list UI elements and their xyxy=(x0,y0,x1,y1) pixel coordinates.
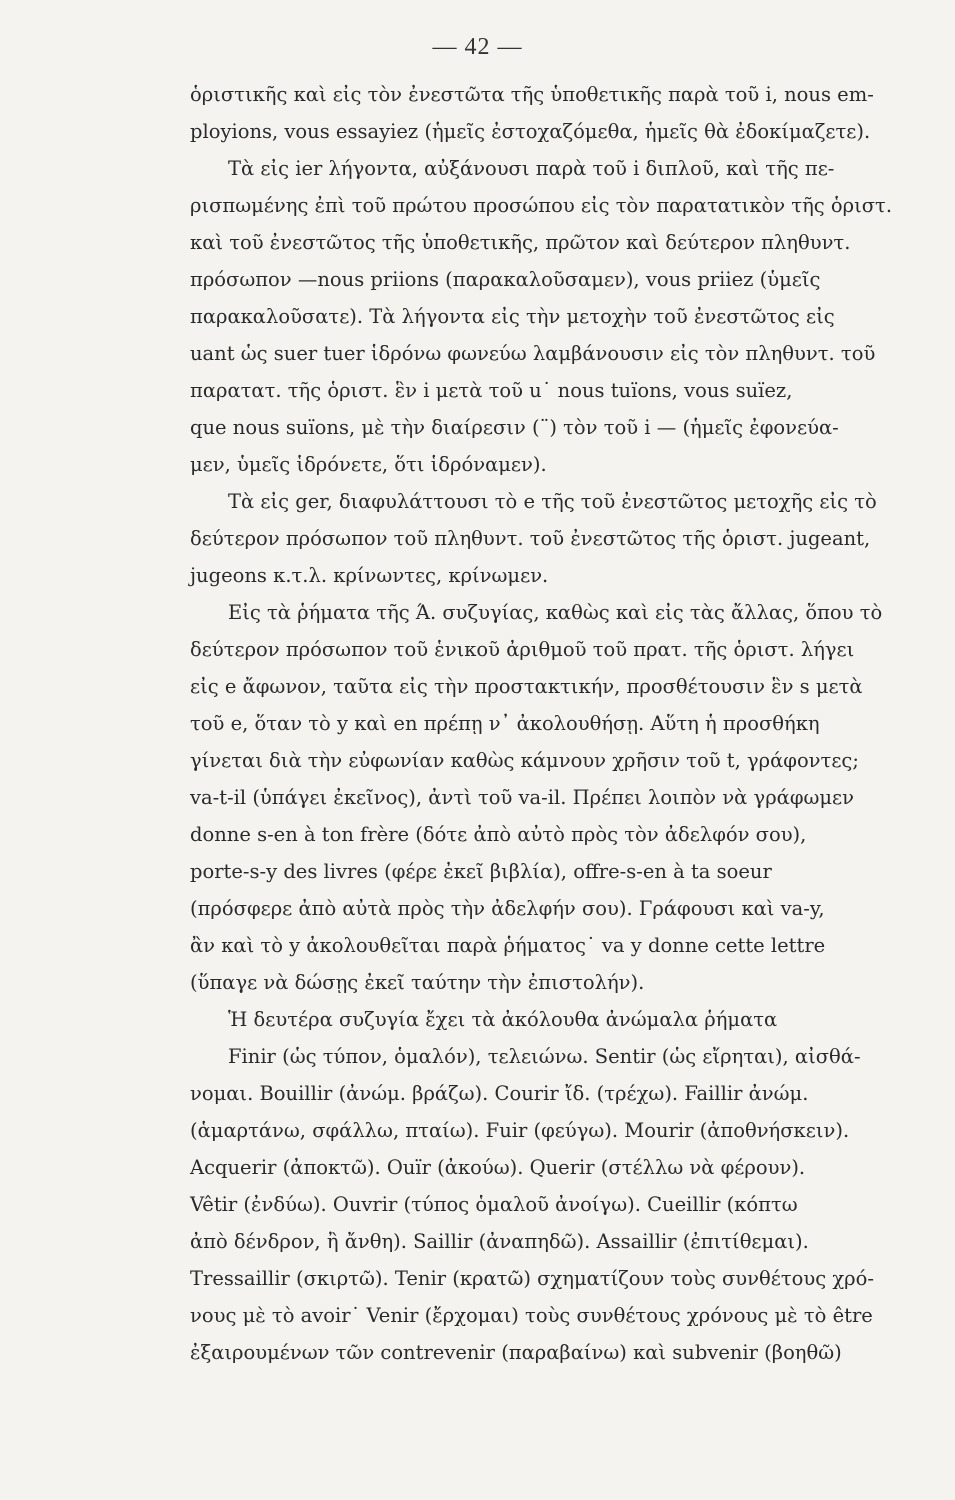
text-line: que nous suïons, μὲ τὴν διαίρεσιν (¨) τὸν τοῦ i — (ἡμεῖς ἐφονεύα- xyxy=(190,416,839,439)
text-line: νους μὲ τὸ avoir˙ Venir (ἔρχομαι) τοὺς συνθέτους χρόνους μὲ τὸ être xyxy=(190,1304,873,1327)
text-line: porte-s-y des livres (φέρε ἐκεῖ βιβλία), offre-s-en à ta soeur xyxy=(190,860,772,883)
paragraph-start-line: Ἡ δευτέρα συζυγία ἔχει τὰ ἀκόλουθα ἀνώμαλα ῥήματα xyxy=(228,1008,778,1031)
text-line: ἀπὸ δένδρον, ἢ ἄνθη). Saillir (ἀναπηδῶ). Assaillir (ἐπιτίθεμαι). xyxy=(190,1230,809,1253)
text-line: εἰς e ἄφωνον, ταῦτα εἰς τὴν προστακτικήν, προσθέτουσιν ἓν s μετὰ xyxy=(190,675,863,698)
paragraph-start-line: Τὰ εἰς ger, διαφυλάττουσι τὸ e τῆς τοῦ ἐνεστῶτος μετοχῆς εἰς τὸ xyxy=(228,490,877,513)
body-text xyxy=(190,76,930,1371)
text-line: δεύτερον πρόσωπον τοῦ πληθυντ. τοῦ ἐνεστῶτος τῆς ὁριστ. jugeant, xyxy=(190,527,871,550)
text-line: μεν, ὑμεῖς ἱδρόνετε, ὅτι ἱδρόναμεν). xyxy=(190,453,547,476)
paragraph-start-line: Finir (ὡς τύπον, ὁμαλόν), τελειώνω. Sentir (ὡς εἴρηται), αἰσθά- xyxy=(228,1045,861,1068)
text-line: ἐξαιρουμένων τῶν contrevenir (παραβαίνω) καὶ subvenir (βοηθῶ) xyxy=(190,1341,842,1364)
text-line: Tressaillir (σκιρτῶ). Tenir (κρατῶ) σχηματίζουν τοὺς συνθέτους χρό- xyxy=(190,1267,874,1290)
text-line: donne s-en à ton frère (δότε ἀπὸ αὐτὸ πρὸς τὸν ἀδελφόν σου), xyxy=(190,823,807,846)
text-line: ἂν καὶ τὸ y ἀκολουθεῖται παρὰ ῥήματος˙ va y donne cette lettre xyxy=(190,934,826,957)
text-line: ployions, vous essayiez (ἡμεῖς ἐστοχαζόμεθα, ἡμεῖς θὰ ἐδοκίμαζετε). xyxy=(190,120,871,143)
paragraph-start-line: Τὰ εἰς ier λήγοντα, αὐξάνουσι παρὰ τοῦ i διπλοῦ, καὶ τῆς πε- xyxy=(228,157,835,180)
text-line: πρόσωπον —nous priions (παρακαλοῦσαμεν), vous priiez (ὑμεῖς xyxy=(190,268,821,291)
text-line: καὶ τοῦ ἐνεστῶτος τῆς ὑποθετικῆς, πρῶτον καὶ δεύτερον πληθυντ. xyxy=(190,231,851,254)
text-line: νομαι. Bouillir (ἀνώμ. βράζω). Courir ἴδ. (τρέχω). Faillir ἀνώμ. xyxy=(190,1082,809,1105)
text-line: (ὕπαγε νὰ δώσῃς ἐκεῖ ταύτην τὴν ἐπιστολήν). xyxy=(190,971,645,994)
text-line: (ἁμαρτάνω, σφάλλω, πταίω). Fuir (φεύγω). Mourir (ἀποθνήσκειν). xyxy=(190,1119,850,1142)
text-line: jugeons κ.τ.λ. κρίνωντες, κρίνωμεν. xyxy=(190,564,549,587)
text-line: παρατατ. τῆς ὁριστ. ἓν i μετὰ τοῦ u˙ nous tuïons, vous suïez, xyxy=(190,379,793,402)
text-line: τοῦ e, ὅταν τὸ y καὶ en πρέπῃ ν᾿ ἀκολουθήσῃ. Αὕτη ἡ προσθήκη xyxy=(190,712,820,735)
text-line: ὁριστικῆς καὶ εἰς τὸν ἐνεστῶτα τῆς ὑποθετικῆς παρὰ τοῦ i, nous em- xyxy=(190,83,874,106)
text-line: va-t-il (ὑπάγει ἐκεῖνος), ἀντὶ τοῦ va-il. Πρέπει λοιπὸν νὰ γράφωμεν xyxy=(190,786,855,809)
text-line: γίνεται διὰ τὴν εὐφωνίαν καθὼς κάμνουν χρῆσιν τοῦ t, γράφοντες; xyxy=(190,749,859,772)
page-number: — 42 — xyxy=(432,34,523,60)
text-line: Acquerir (ἀποκτῶ). Ouïr (ἀκούω). Querir (στέλλω νὰ φέρουν). xyxy=(190,1156,806,1179)
text-line: Vêtir (ἐνδύω). Ouvrir (τύπος ὁμαλοῦ ἀνοίγω). Cueillir (κόπτω xyxy=(190,1193,798,1216)
text-line: uant ὡς suer tuer ἱδρόνω φωνεύω λαμβάνουσιν εἰς τὸν πληθυντ. τοῦ xyxy=(190,342,876,365)
text-line: ρισπωμένης ἐπὶ τοῦ πρώτου προσώπου εἰς τὸν παρατατικὸν τῆς ὁριστ. xyxy=(190,194,893,217)
text-line: (πρόσφερε ἀπὸ αὐτὰ πρὸς τὴν ἀδελφήν σου). Γράφουσι καὶ va-y, xyxy=(190,897,825,920)
text-line: δεύτερον πρόσωπον τοῦ ἑνικοῦ ἀριθμοῦ τοῦ πρατ. τῆς ὁριστ. λήγει xyxy=(190,638,855,661)
paragraph-start-line: Εἰς τὰ ῥήματα τῆς Ά. συζυγίας, καθὼς καὶ εἰς τὰς ἄλλας, ὅπου τὸ xyxy=(228,601,883,624)
text-line: παρακαλοῦσατε). Τὰ λήγοντα εἰς τὴν μετοχὴν τοῦ ἐνεστῶτος εἰς xyxy=(190,305,835,328)
